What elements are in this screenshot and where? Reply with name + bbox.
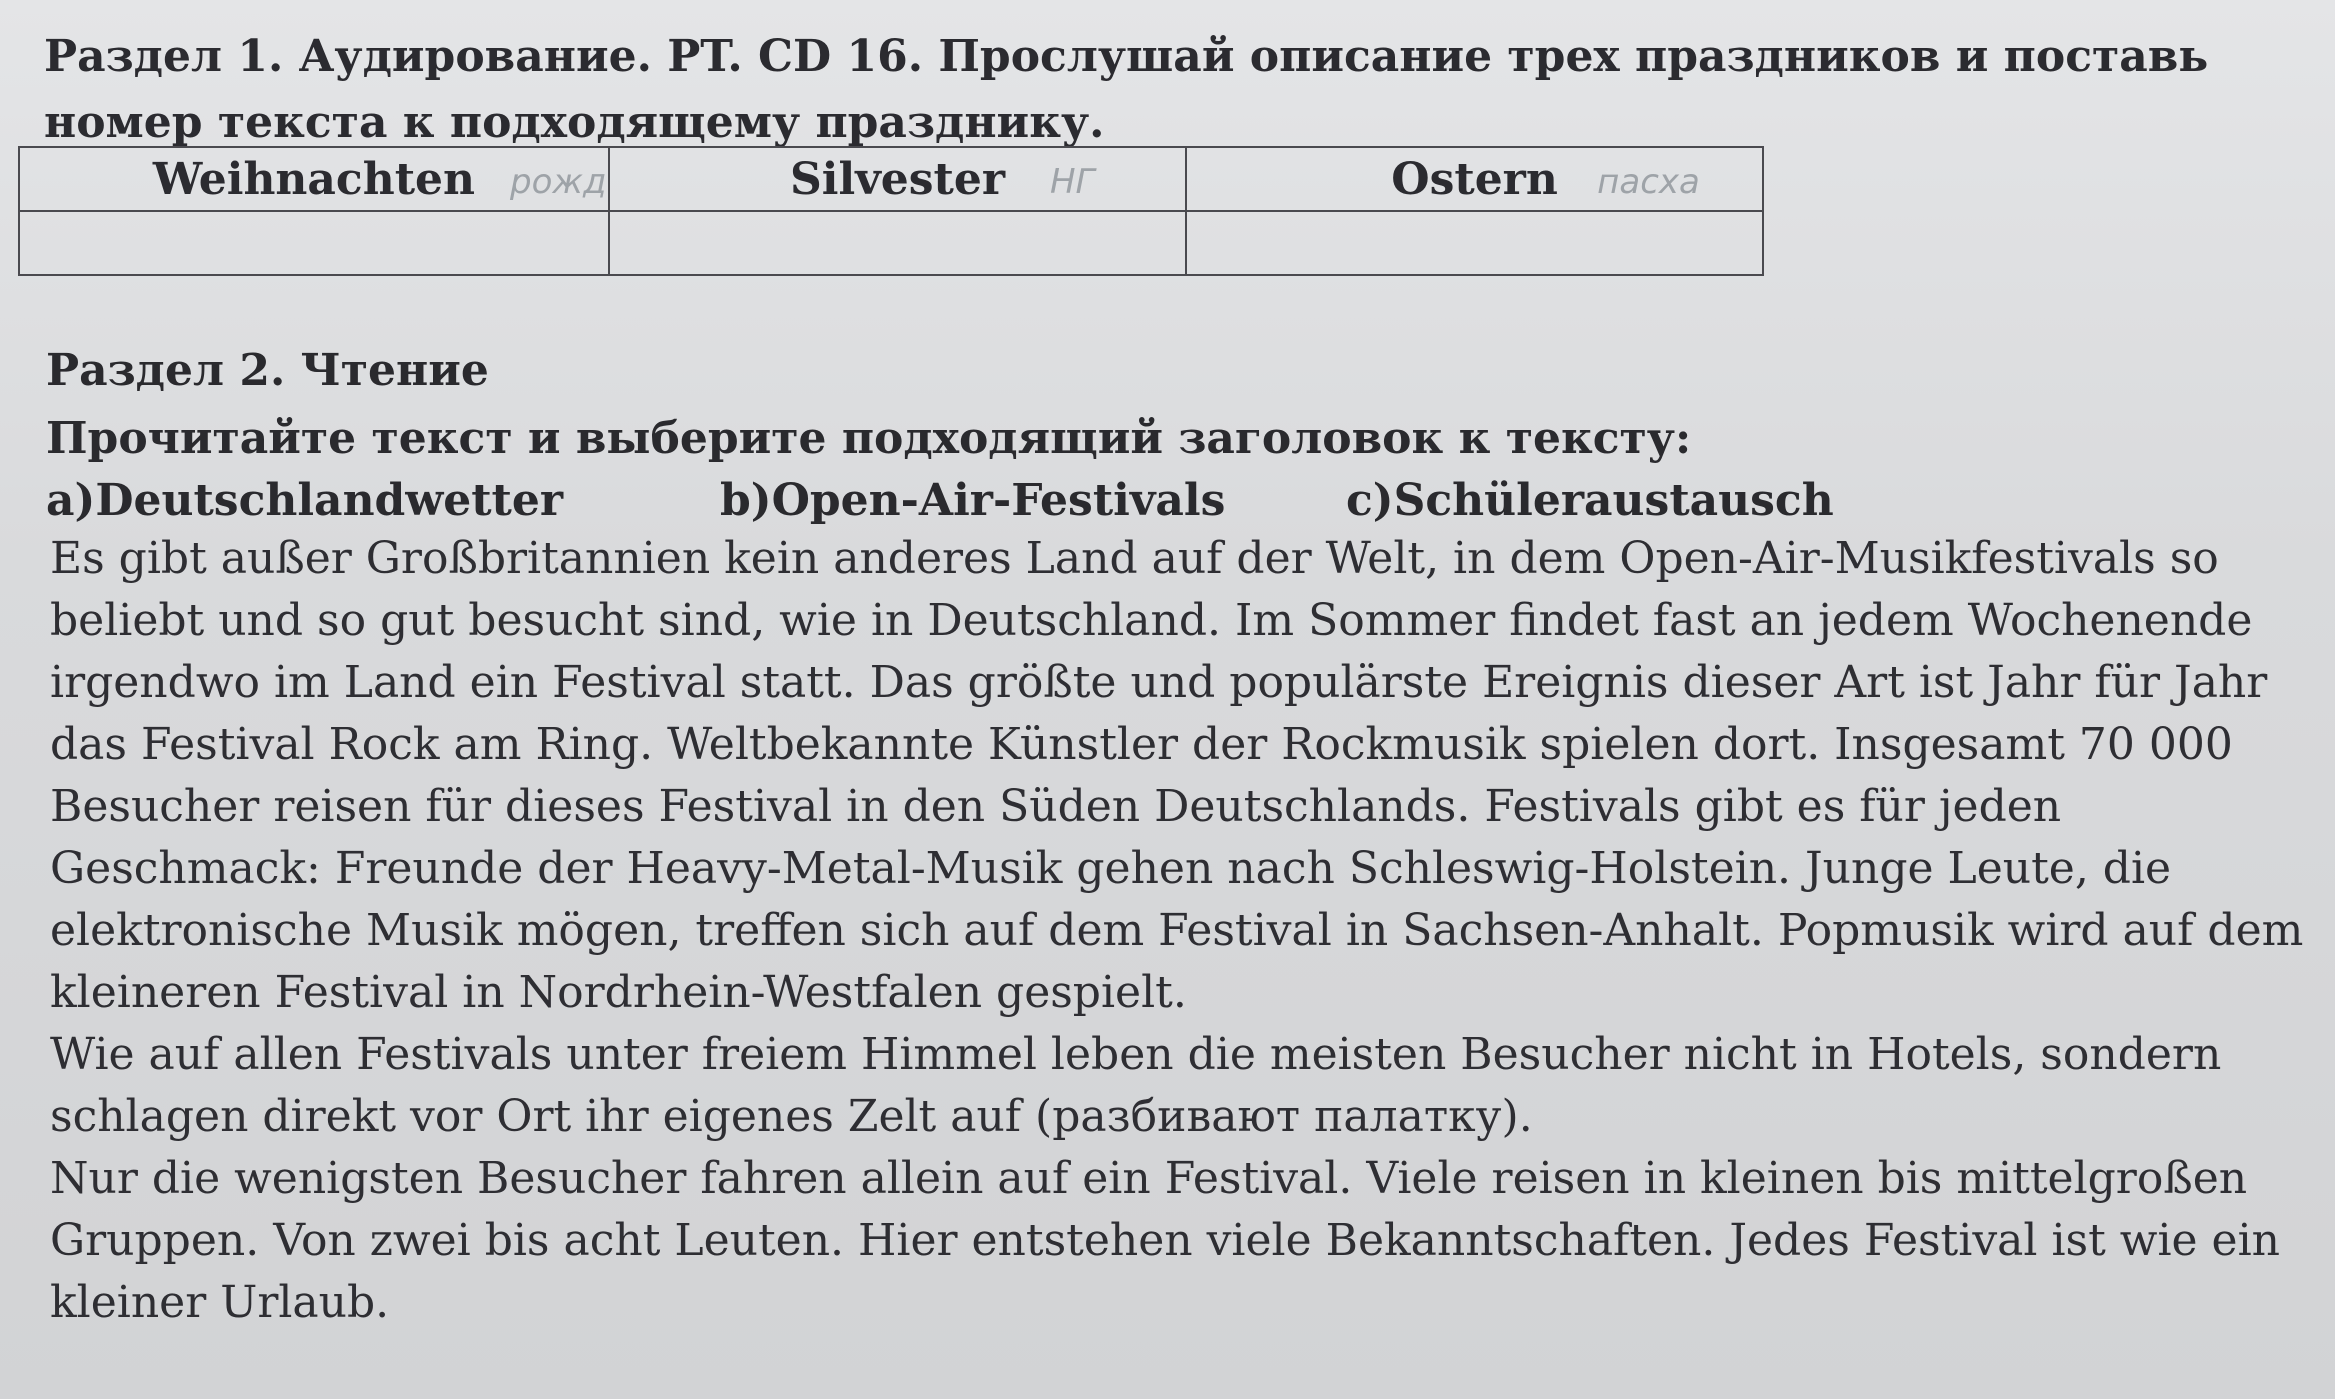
holiday-header-silvester bbox=[609, 147, 1186, 211]
option-b: b)Open-Air-Festivals bbox=[720, 475, 1226, 526]
answer-cell-silvester[interactable] bbox=[609, 211, 1186, 275]
holiday-table bbox=[18, 146, 1764, 276]
handwritten-note: рожд bbox=[510, 162, 607, 202]
header-label: Silvester bbox=[790, 153, 1006, 205]
section1-title: Раздел 1. Аудирование. PT. CD 16. Прослушай описание трех праздников и поставь номер текста к подходящему празднику. bbox=[44, 31, 2209, 148]
holiday-header-ostern bbox=[1186, 147, 1763, 211]
answer-cell-weihnachten[interactable] bbox=[19, 211, 609, 275]
section2-instruction: Прочитайте текст и выберите подходящий заголовок к тексту: bbox=[46, 413, 1692, 464]
holiday-answer-row bbox=[19, 211, 1763, 275]
header-label: Ostern bbox=[1391, 153, 1558, 205]
answer-cell-ostern[interactable] bbox=[1186, 211, 1763, 275]
handwritten-note: НГ bbox=[1049, 162, 1095, 202]
reading-paragraph-1: Es gibt außer Großbritannien kein anderes Land auf der Welt, in dem Open-Air-Musikfestivals so beliebt und so gut besucht sind, wie in Deutschland. Im Sommer findet fast an jedem Wochenende irgendwo im Land ein Festival statt. Das größte und populärste Ereignis dieser Art ist Jahr für Jahr das Festival Rock am Ring. Weltbekannte Künstler der Rockmusik spielen dort. Insgesamt 70 000 Besucher reisen für dieses Festival in den Süden Deutschlands. Festivals gibt es für jeden Geschmack: Freunde der Heavy-Metal-Musik gehen nach Schleswig-Holstein. Junge Leute, die elektronische Musik mögen, treffen sich auf dem Festival in Sachsen-Anhalt. Popmusik wird auf dem kleineren Festival in Nordrhein-Westfalen gespielt. bbox=[50, 533, 2304, 1018]
holiday-header-row bbox=[19, 147, 1763, 211]
holiday-header-weihnachten bbox=[19, 147, 609, 211]
handwritten-note: пасха bbox=[1597, 162, 1700, 202]
reading-text bbox=[50, 528, 2320, 1334]
reading-paragraph-3: Nur die wenigsten Besucher fahren allein auf ein Festival. Viele reisen in kleinen bis mittelgroßen Gruppen. Von zwei bis acht Leuten. Hier entstehen viele Bekanntschaften. Jedes Festival ist wie ein kleiner Urlaub. bbox=[50, 1153, 2280, 1328]
header-label: Weihnachten bbox=[152, 153, 476, 205]
section2-title: Раздел 2. Чтение bbox=[46, 345, 489, 396]
option-c: c)Schüleraustausch bbox=[1346, 475, 1834, 526]
option-a: a)Deutschlandwetter bbox=[46, 475, 564, 526]
reading-paragraph-2: Wie auf allen Festivals unter freiem Himmel leben die meisten Besucher nicht in Hotels, sondern schlagen direkt vor Ort ihr eigenes Zelt auf (разбивают палатку). bbox=[50, 1029, 2222, 1142]
